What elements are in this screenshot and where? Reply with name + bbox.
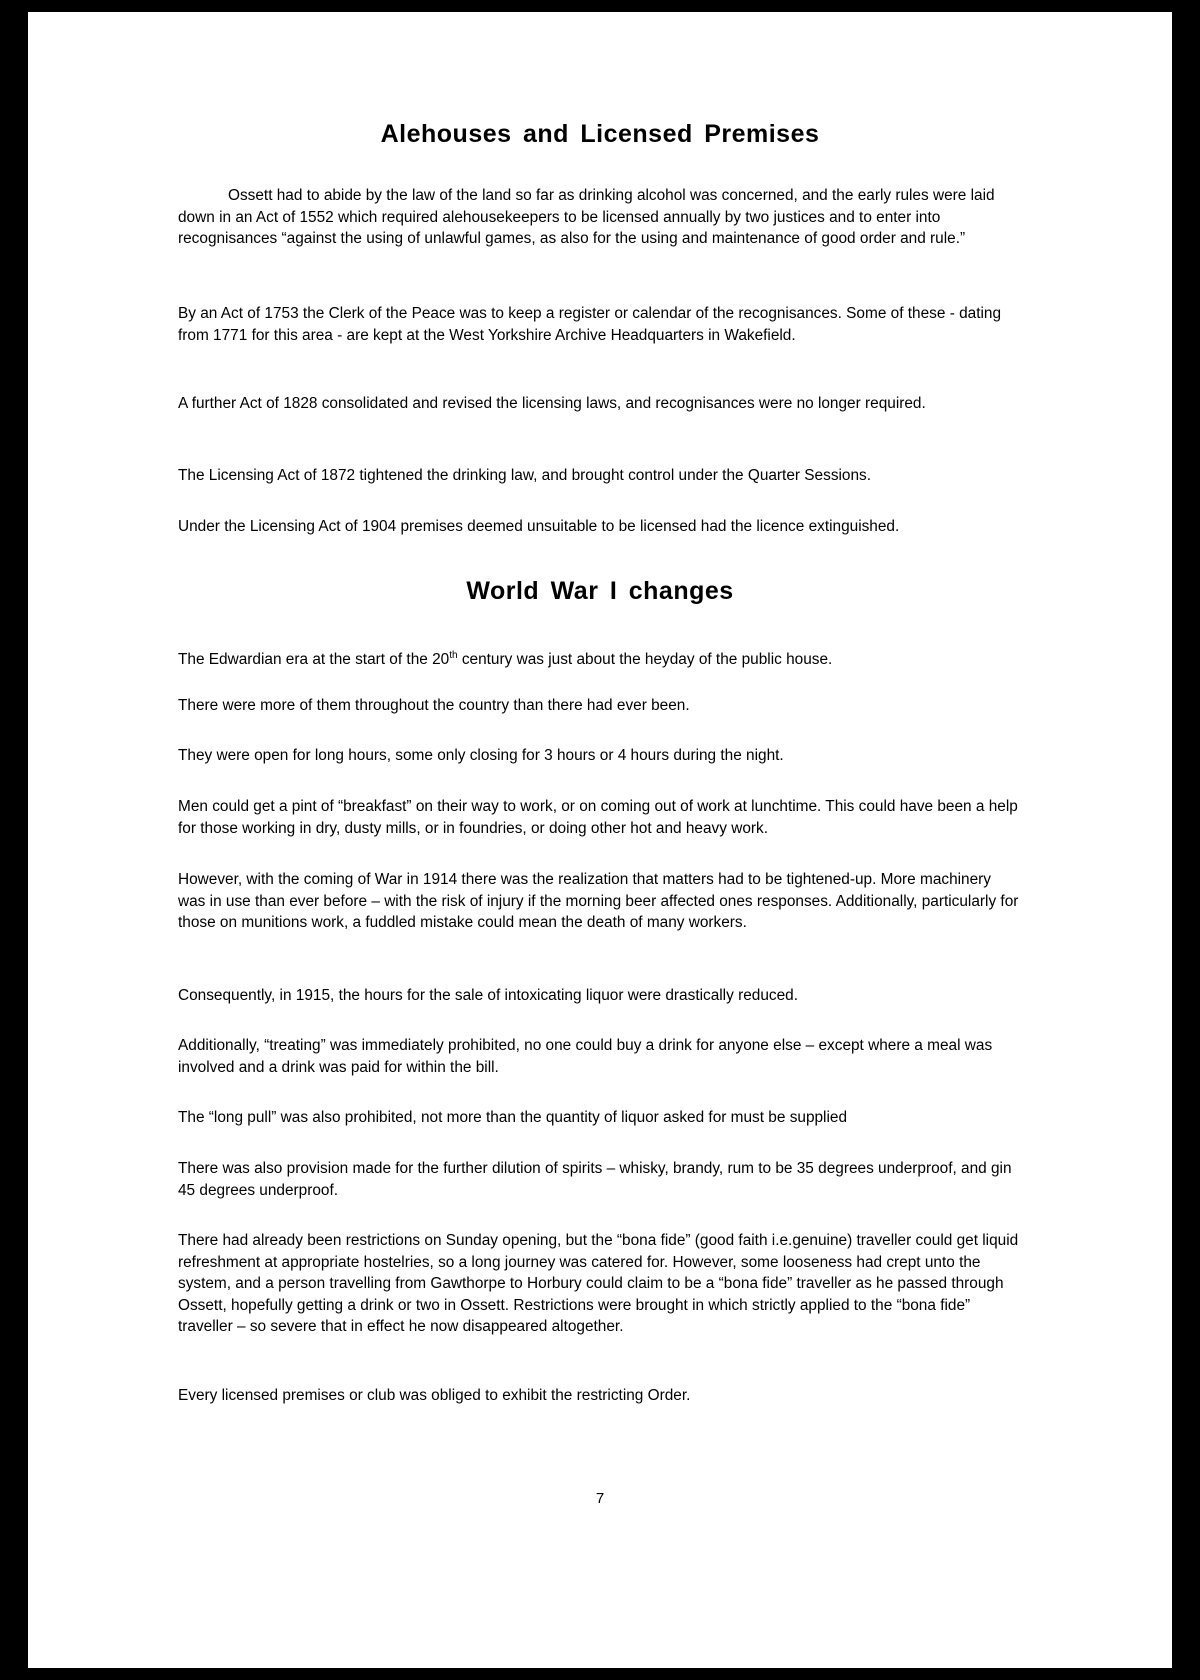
- paragraph-alehouses-5: Under the Licensing Act of 1904 premises deemed unsuitable to be licensed had the licence extinguished.: [178, 518, 900, 535]
- section-heading-world-war-i: World War I changes: [466, 577, 734, 605]
- paragraph-wwi-edwardian: [178, 645, 1022, 671]
- paragraph-alehouses-4: The Licensing Act of 1872 tightened the drinking law, and brought control under the Quarter Sessions.: [178, 467, 872, 484]
- page-number: 7: [595, 1490, 605, 1507]
- paragraph-wwi-4: However, with the coming of War in 1914 there was the realization that matters had to be tightened-up. More machinery was in use than ever before – with the risk of injury if the morning beer affected ones responses. Additionally, particularly for those on munitions work, a fuddled mistake could mean the death of many workers.: [178, 871, 1019, 931]
- section-heading-alehouses: Alehouses and Licensed Premises: [380, 120, 820, 148]
- paragraph-wwi-6: Additionally, “treating” was immediately prohibited, no one could buy a drink for anyone else – except where a meal was involved and a drink was paid for within the bill.: [178, 1037, 993, 1076]
- paragraph-wwi-9: There had already been restrictions on Sunday opening, but the “bona fide” (good faith i.e.genuine) traveller could get liquid refreshment at appropriate hostelries, so a long journey was catered for. However, some looseness had crept unto the system, and a person travelling from Gawthorpe to Horbury could claim to be a “bona fide” traveller as he passed through Ossett, hopefully getting a drink or two in Ossett. Restrictions were brought in which strictly applied to the “bona fide” traveller – so severe that in effect he now disappeared altogether.: [178, 1232, 1019, 1335]
- paragraph-wwi-10: Every licensed premises or club was obliged to exhibit the restricting Order.: [178, 1387, 691, 1404]
- paragraph-alehouses-3: A further Act of 1828 consolidated and revised the licensing laws, and recognisances were no longer required.: [178, 395, 926, 412]
- page-content: [178, 12, 1022, 1668]
- document-page: [28, 12, 1172, 1668]
- paragraph-wwi-edwardian-part1: The Edwardian era at the start of the 20: [178, 651, 450, 669]
- paragraph-wwi-3: Men could get a pint of “breakfast” on their way to work, or on coming out of work at lunchtime. This could have been a help for those working in dry, dusty mills, or in foundries, or doing other hot and heavy work.: [178, 798, 1018, 837]
- paragraph-wwi-8: There was also provision made for the further dilution of spirits – whisky, brandy, rum to be 35 degrees underproof, and gin 45 degrees underproof.: [178, 1160, 1012, 1199]
- paragraph-wwi-edwardian-part2: century was just about the heyday of the public house.: [457, 651, 833, 669]
- paragraph-alehouses-2: By an Act of 1753 the Clerk of the Peace was to keep a register or calendar of the recognisances. Some of these - dating from 1771 for this area - are kept at the West Yorkshire Archive Headquarters in Wakefield.: [178, 305, 1002, 344]
- paragraph-wwi-2: They were open for long hours, some only closing for 3 hours or 4 hours during the night.: [178, 747, 784, 764]
- paragraph-alehouses-1: Ossett had to abide by the law of the land so far as drinking alcohol was concerned, and the early rules were laid down in an Act of 1552 which required alehousekeepers to be licensed annually by two justices and to enter into recognisances “against the using of unlawful games, as also for the using and maintenance of good order and rule.”: [178, 187, 995, 247]
- ordinal-suffix: th: [449, 650, 458, 661]
- paragraph-wwi-5: Consequently, in 1915, the hours for the sale of intoxicating liquor were drastically reduced.: [178, 987, 798, 1004]
- paragraph-wwi-7: The “long pull” was also prohibited, not more than the quantity of liquor asked for must be supplied: [178, 1109, 848, 1126]
- paragraph-wwi-1: There were more of them throughout the country than there had ever been.: [178, 697, 690, 714]
